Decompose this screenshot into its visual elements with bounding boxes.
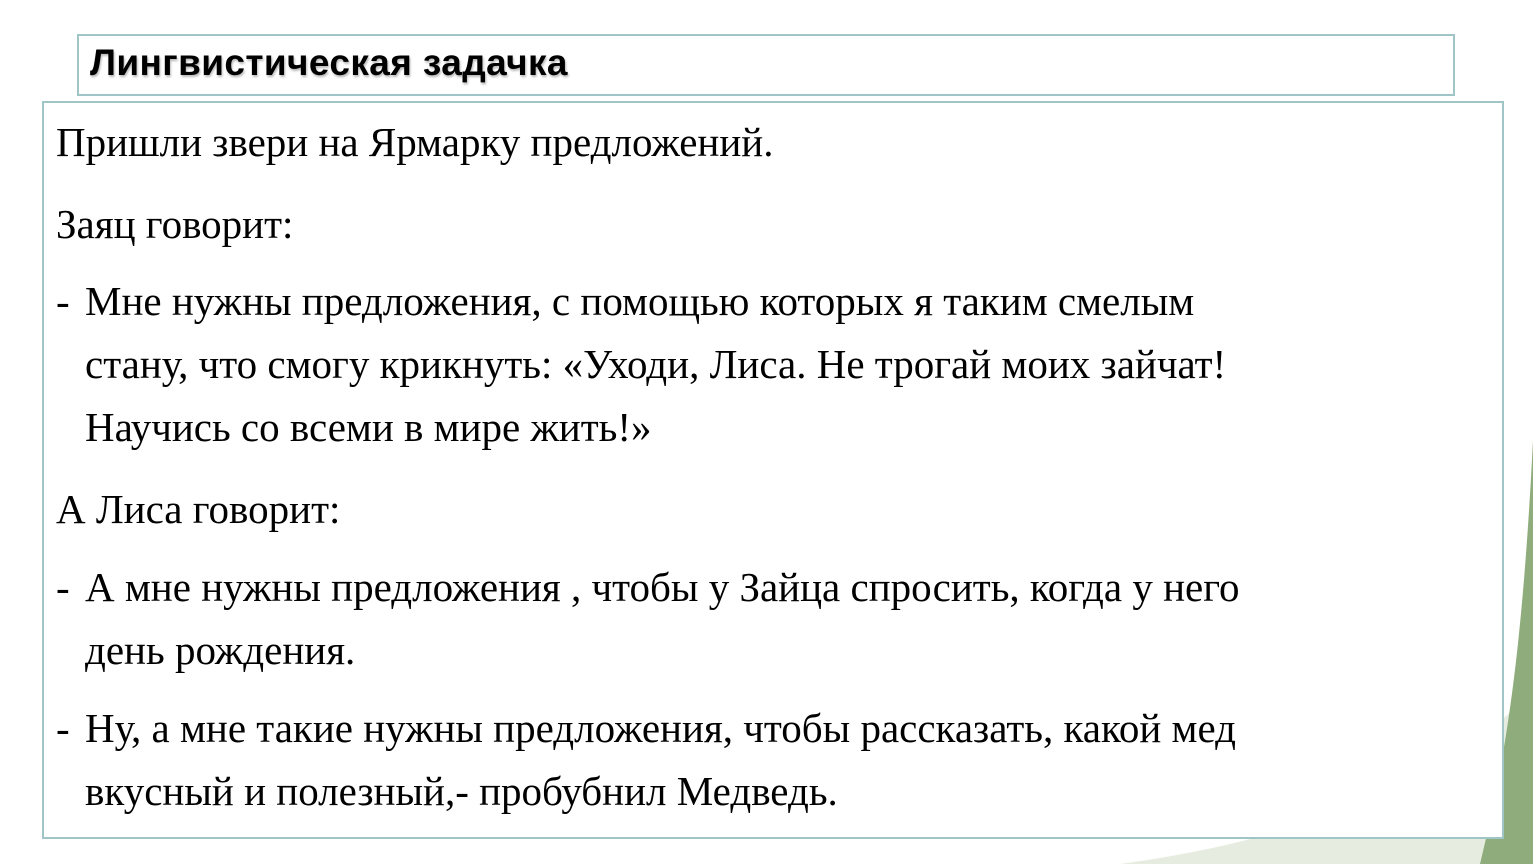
text-line: Научись со всеми в мире жить!»: [85, 404, 652, 450]
text-line: Ну, а мне такие нужны предложения, чтобы рассказать, какой мед: [85, 705, 1236, 751]
text-line: день рождения.: [85, 627, 356, 673]
fox-says-paragraph: А Лиса говорит:: [56, 486, 341, 532]
hare-says-paragraph: Заяц говорит:: [56, 201, 294, 247]
dash-marker: -: [56, 564, 70, 610]
title-frame: [77, 34, 1455, 96]
text-line: вкусный и полезный,- пробубнил Медведь.: [85, 768, 838, 814]
text-line: Мне нужны предложения, с помощью которых я таким смелым: [85, 278, 1195, 324]
content-frame: [42, 101, 1504, 839]
hare-speech-paragraph: [56, 270, 1476, 459]
fox-speech-paragraph: [56, 556, 1476, 682]
text-line: А мне нужны предложения , чтобы у Зайца спросить, когда у него: [85, 564, 1240, 610]
dash-marker: -: [56, 705, 70, 751]
intro-paragraph: Пришли звери на Ярмарку предложений.: [56, 119, 774, 165]
text-line: стану, что смогу крикнуть: «Уходи, Лиса. Не трогай моих зайчат!: [85, 341, 1227, 387]
slide-title: Лингвистическая задачка: [90, 42, 568, 83]
bear-speech-paragraph: [56, 697, 1476, 823]
dash-marker: -: [56, 278, 70, 324]
